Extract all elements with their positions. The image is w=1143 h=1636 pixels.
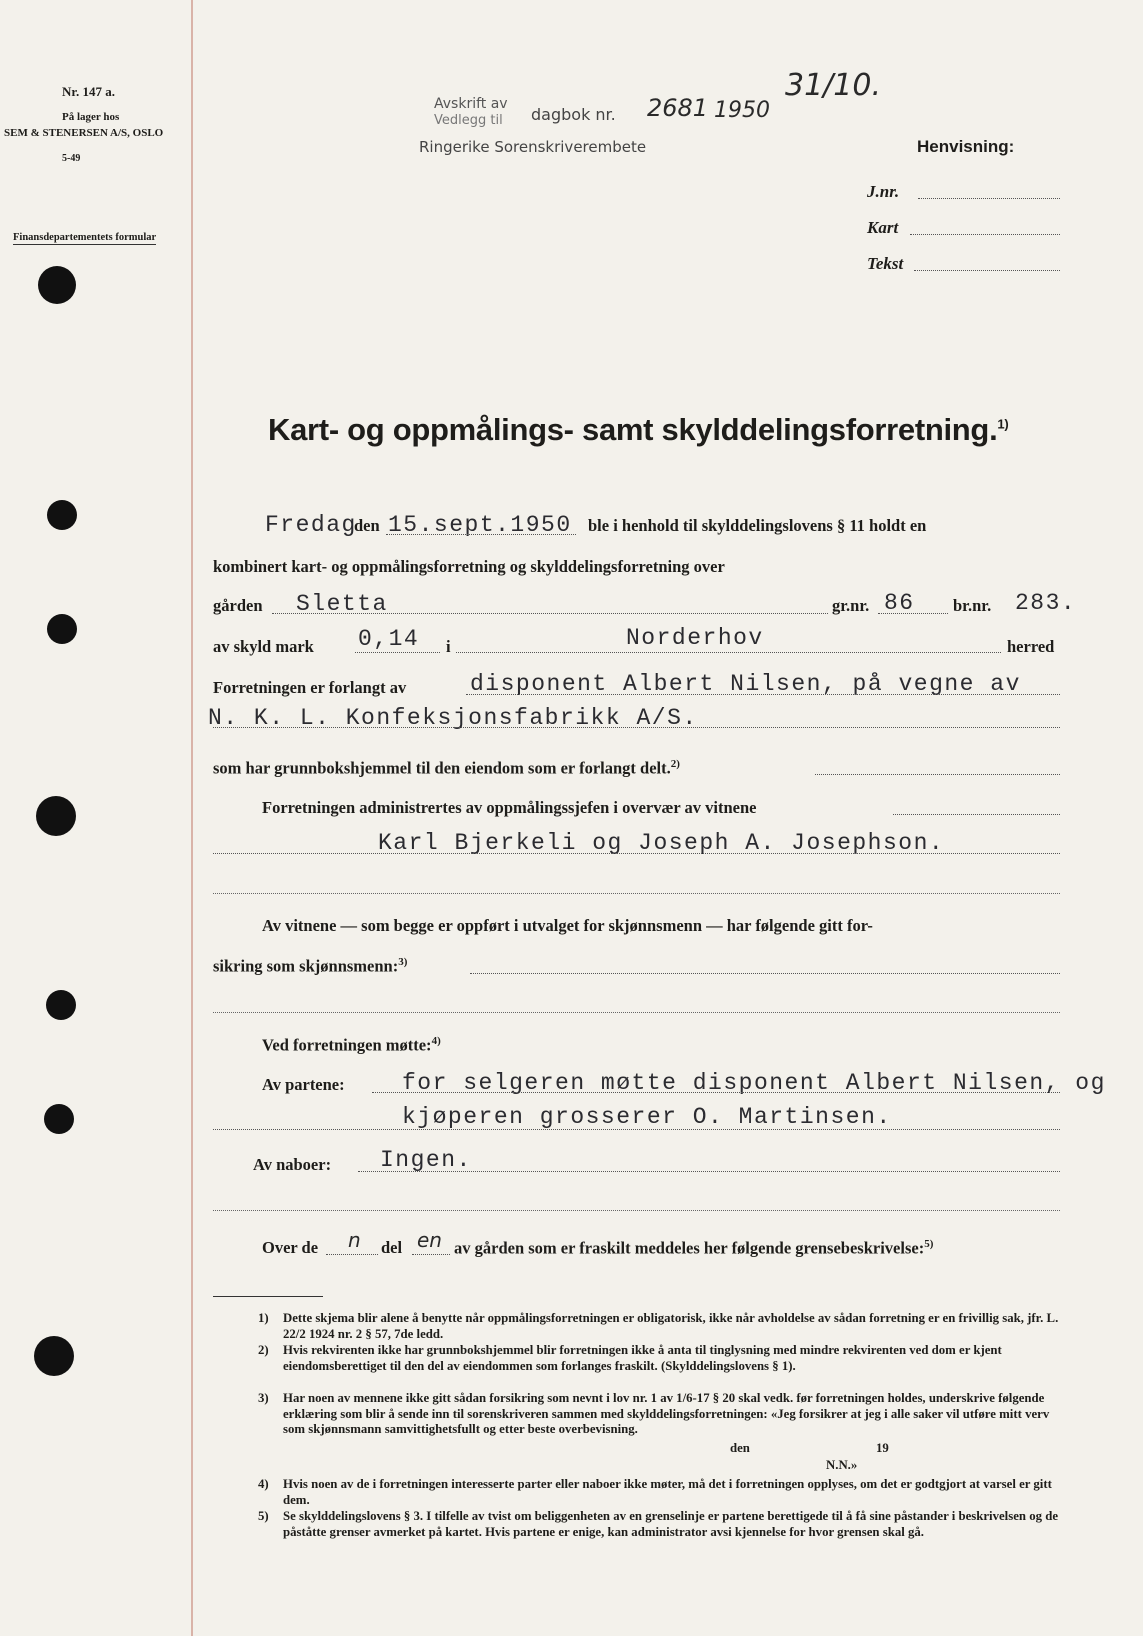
sikring-text — [213, 956, 407, 977]
del-label: del — [381, 1238, 403, 1257]
herred-name: Norderhov — [626, 625, 764, 651]
hjemmel-label: som har grunnbokshjemmel til den eiendom som er forlangt delt. — [213, 758, 671, 778]
footnote-text: Hvis noen av de i forretningen interesserte parter eller naboer ikke møter, må det i forretningen opplyses, om det er godtgjort at varsel er gitt dem. — [283, 1477, 1052, 1507]
forlangt-field-1: disponent Albert Nilsen, på vegne av — [470, 671, 1021, 697]
skyld-line — [355, 652, 440, 653]
form-number: Nr. 147 a. — [62, 84, 115, 99]
over-rest — [454, 1238, 933, 1259]
ref-kart-label: Kart — [867, 218, 899, 237]
forlangt-field-2: N. K. L. Konfeksjonsfabrikk A/S. — [208, 705, 698, 731]
partene-line-1 — [372, 1092, 1060, 1093]
hjemmel-sup: 2) — [670, 758, 680, 770]
motte-sup: 4) — [431, 1035, 441, 1047]
forlangt-line-2 — [213, 727, 1060, 728]
naboer-label: Av naboer: — [253, 1155, 332, 1174]
hjemmel-text — [213, 758, 680, 779]
partene-label: Av partene: — [262, 1075, 345, 1094]
herred-line — [456, 652, 1001, 653]
av-vitnene-text: Av vitnene — som begge er oppført i utvalget for skjønnsmenn — har følgende gitt for- — [262, 916, 873, 935]
edition: 5-49 — [62, 153, 81, 164]
grnr-label: gr.nr. — [832, 596, 870, 615]
grnr-field: 86 — [884, 590, 915, 616]
sikring-line — [470, 973, 1060, 974]
footnote-text: Hvis rekvirenten ikke har grunnbokshjemmel blir forretningen ikke å anta til tinglysning med mindre rekvirenten ved dom er kjent eiendomsberettiget til den del av eiendommen som forlanges fraskilt. (Skylddelingslovens § 1). — [283, 1343, 1002, 1373]
date-field: 15.sept.1950 — [388, 512, 572, 538]
vitner-field: Karl Bjerkeli og Joseph A. Josephson. — [378, 830, 945, 856]
page-title-sup: 1) — [997, 416, 1009, 432]
forlangt-line-1 — [466, 694, 1060, 695]
formular-label: Finansdepartementets formular — [13, 232, 157, 243]
margin-line — [191, 0, 193, 1636]
brnr-field: 283. — [1015, 590, 1077, 616]
stock-line: På lager hos — [62, 111, 120, 123]
sikring-label: sikring som skjønnsmenn: — [213, 956, 399, 976]
dagbok-number: 2681 — [647, 94, 709, 122]
partene-field-2: kjøperen grosserer O. Martinsen. — [402, 1104, 892, 1130]
partene-field-1: for selgeren møtte disponent Albert Nilsen, og — [402, 1070, 1106, 1096]
hjemmel-line — [815, 774, 1060, 775]
date-line — [386, 534, 576, 535]
vitner-line — [213, 853, 1060, 854]
administrert-line — [893, 814, 1060, 815]
forlangt-label: Forretningen er forlangt av — [213, 678, 407, 697]
footnote-separator — [213, 1296, 323, 1297]
reference-title: Henvisning: — [917, 137, 1015, 156]
footnote-num: 5) — [258, 1509, 269, 1523]
over-de-line — [326, 1254, 378, 1255]
ref-kart-line — [910, 234, 1060, 235]
over-rest-label: av gården som er fraskilt meddeles her følgende grensebeskrivelse: — [454, 1238, 925, 1258]
stamp-vedlegg: Vedlegg til — [434, 113, 503, 128]
herred-label: herred — [1007, 637, 1055, 656]
stamp-embete: Ringerike Sorenskriverembete — [419, 138, 647, 156]
naboer-line — [358, 1171, 1060, 1172]
grnr-line — [878, 613, 948, 614]
garden-field: Sletta — [296, 591, 388, 617]
punch-hole — [44, 1104, 74, 1134]
punch-hole — [36, 796, 76, 836]
over-de-label: Over de — [262, 1238, 319, 1257]
punch-hole — [38, 266, 76, 304]
over-rest-sup: 5) — [924, 1238, 934, 1250]
footnote-num: 1) — [258, 1311, 269, 1325]
motte-label: Ved forretningen møtte: — [262, 1035, 432, 1055]
del-line — [412, 1254, 450, 1255]
footnote-num: 4) — [258, 1477, 269, 1491]
footnote-text: Har noen av mennene ikke gitt sådan forsikring som nevnt i lov nr. 1 av 1/6-17 § 20 skal vedk. før forretningen holdes, underskrive følgende erklæring som blir å sende inn til sorenskriveren sammen med skylddelingsforretningen: «Jeg forsikrer at jeg i alle saker vil utføre mitt verv som skjønnsmann samvittighetsfullt og etter beste overbevisning. — [283, 1391, 1050, 1436]
punch-hole — [46, 990, 76, 1020]
line1-rest: ble i henhold til skylddelingslovens § 11 holdt en — [588, 516, 927, 535]
footnote-num: 3) — [258, 1391, 269, 1405]
punch-hole — [47, 500, 77, 530]
footnote-text: Se skylddelingslovens § 3. I tilfelle av tvist om beliggenheten av en grenselinje er partene berettigede til å få sine påstander i beskrivelsen og de påståtte grenser avmerket på kartet. Hvis partene er enige, kan administrator avsi kjennelse for hvor grensen skal gå. — [283, 1509, 1059, 1539]
footnote-3-signature: N.N.» — [826, 1458, 858, 1472]
i-label: i — [446, 637, 451, 656]
ref-tekst-line — [914, 270, 1060, 271]
ref-jnr-line — [918, 198, 1060, 199]
garden-line — [272, 613, 828, 614]
page-title-text: Kart- og oppmålings- samt skylddelingsforretning. — [268, 412, 998, 447]
den-label: den — [354, 516, 380, 535]
dagbok-year: 1950 — [714, 98, 770, 123]
stamp-dagbok: dagbok nr. — [531, 105, 616, 124]
punch-hole — [34, 1336, 74, 1376]
skyld-field: 0,14 — [358, 626, 420, 652]
blank-line — [213, 893, 1060, 894]
stamp-avskrift: Avskrift av — [434, 96, 508, 112]
dagbok-date: 31/10. — [785, 68, 881, 103]
naboer-field: Ingen. — [380, 1147, 472, 1173]
ref-jnr-label: J.nr. — [867, 182, 900, 201]
footnote-3-year: 19 — [876, 1441, 889, 1455]
partene-line-2 — [213, 1129, 1060, 1130]
ref-tekst-label: Tekst — [867, 254, 904, 273]
garden-label: gården — [213, 596, 263, 615]
day-field: Fredag — [265, 512, 357, 538]
punch-hole — [47, 614, 77, 644]
brnr-label: br.nr. — [953, 596, 992, 615]
blank-line — [213, 1210, 1060, 1211]
motte-text — [262, 1035, 441, 1056]
footnote-3-den: den — [730, 1441, 750, 1455]
del-field: en — [417, 1228, 442, 1252]
line2-text: kombinert kart- og oppmålingsforretning og skylddelingsforretning over — [213, 557, 725, 576]
footnote-text: Dette skjema blir alene å benytte når oppmålingsforretningen er obligatorisk, ikke når avholdelse av sådan forretning er en frivillig sak, jfr. L. 22/2 1924 nr. 2 § 57, 7de ledd. — [283, 1311, 1059, 1341]
over-de-field: n — [348, 1228, 361, 1252]
footnote-num: 2) — [258, 1343, 269, 1357]
skyld-label: av skyld mark — [213, 637, 314, 656]
stock-company: SEM & STENERSEN A/S, OSLO — [4, 127, 164, 139]
page-title — [268, 412, 1008, 448]
blank-line — [213, 1012, 1060, 1013]
administrert-text: Forretningen administrertes av oppmålingssjefen i overvær av vitnene — [262, 798, 757, 817]
sikring-sup: 3) — [398, 956, 408, 968]
